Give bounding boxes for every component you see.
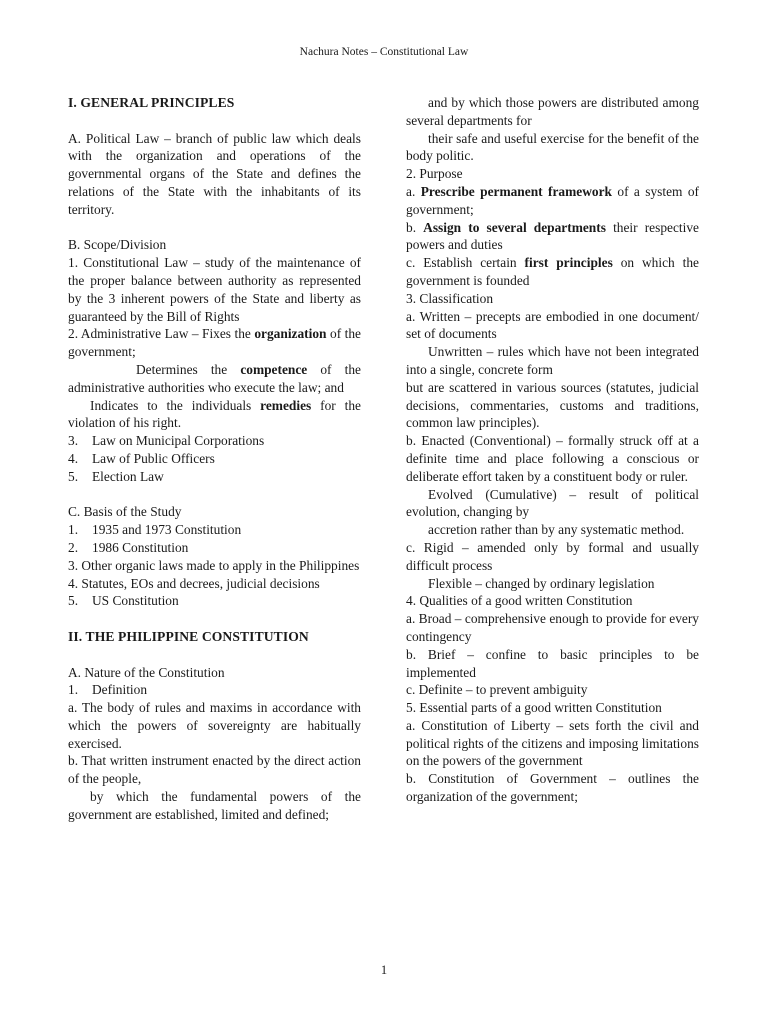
definition-b-continued: by which the fundamental powers of the government are established, limited and defined;	[68, 789, 361, 822]
other-organic-laws-item: 3. Other organic laws made to apply in the Philippines	[68, 557, 360, 573]
right-column	[406, 94, 699, 806]
classification-heading: 3. Classification	[406, 290, 494, 306]
classification-unwritten: Unwritten – rules which have not been integrated into a single, concrete form	[406, 344, 699, 377]
classification-evolved-continued: accretion rather than by any systematic method.	[428, 522, 685, 538]
administrative-law-item: 2. Administrative Law – Fixes the organization of the government;	[68, 326, 361, 360]
administrative-law-remedies: Indicates to the individuals remedies for the violation of his right.	[68, 397, 361, 431]
purpose-a: a. Prescribe permanent framework of a system of government;	[406, 183, 700, 217]
purpose-c: c. Establish certain first principles on which the government is founded	[406, 255, 699, 288]
statutes-item: 4. Statutes, EOs and decrees, judicial decisions	[68, 575, 320, 591]
us-constitution-item: 5. US Constitution	[68, 593, 179, 609]
classification-unwritten-continued: but are scattered in various sources (statutes, judicial decisions, commentaries, customs and traditions, common law principles).	[406, 379, 699, 431]
quality-brief: b. Brief – confine to basic principles to be implemented	[406, 646, 699, 680]
section-heading-general-principles: I. GENERAL PRINCIPLES	[68, 95, 235, 110]
list-item: 2. 1986 Constitution	[68, 539, 189, 555]
classification-rigid: c. Rigid – amended only by formal and usually difficult process	[406, 539, 699, 573]
classification-enacted: b. Enacted (Conventional) – formally struck off at a definite time and place following a conscious or deliberate effort taken by a constituent body or ruler.	[406, 433, 699, 484]
purpose-heading: 2. Purpose	[406, 166, 463, 182]
scope-division-heading: B. Scope/Division	[68, 237, 167, 253]
purpose-b: b. Assign to several departments their respective powers and duties	[406, 219, 699, 253]
quality-definite: c. Definite – to prevent ambiguity	[406, 682, 588, 698]
constitution-of-liberty: a. Constitution of Liberty – sets forth the civil and political rights of the citizens and imposing limitations on the powers of the government	[406, 717, 699, 769]
list-item: 3. Law on Municipal Corporations	[68, 433, 265, 449]
definition-continued: and by which those powers are distributed among several departments for	[406, 95, 699, 128]
list-item: 1. 1935 and 1973 Constitution	[68, 522, 242, 538]
basis-of-study-heading: C. Basis of the Study	[68, 504, 182, 520]
classification-flexible: Flexible – changed by ordinary legislation	[428, 575, 655, 591]
definition-b: b. That written instrument enacted by the direct action of the people,	[68, 753, 361, 787]
administrative-law-competence: Determines the competence of the administrative authorities who execute the law; and	[68, 361, 361, 395]
essential-parts-heading: 5. Essential parts of a good written Constitution	[406, 700, 662, 716]
list-item: 5. Election Law	[68, 468, 164, 484]
nature-of-constitution-heading: A. Nature of the Constitution	[68, 664, 225, 680]
classification-evolved: Evolved (Cumulative) – result of political evolution, changing by	[406, 486, 699, 520]
list-item: 4. Law of Public Officers	[68, 450, 215, 466]
constitutional-law-item: 1. Constitutional Law – study of the maintenance of the proper balance between authority as represented by the 3 inherent powers of the State and liberty as guaranteed by the Bill of Rights	[68, 255, 361, 324]
classification-written: a. Written – precepts are embodied in one document/ set of documents	[406, 308, 699, 342]
constitution-of-government: b. Constitution of Government – outlines the organization of the government;	[406, 771, 699, 805]
scope-list	[68, 432, 361, 485]
quality-broad: a. Broad – comprehensive enough to provide for every contingency	[406, 611, 699, 644]
page-number: 1	[380, 963, 388, 977]
definition-heading: 1. Definition	[68, 682, 148, 698]
running-header: Nachura Notes – Constitutional Law	[299, 46, 469, 58]
definition-continued-2: their safe and useful exercise for the benefit of the body politic.	[406, 130, 699, 164]
left-column	[68, 94, 361, 824]
qualities-heading: 4. Qualities of a good written Constitution	[406, 593, 633, 609]
section-heading-philippine-constitution: II. THE PHILIPPINE CONSTITUTION	[68, 628, 309, 644]
definition-a: a. The body of rules and maxims in accordance with which the powers of sovereignty are habitually exercised.	[68, 700, 361, 751]
political-law-definition: A. Political Law – branch of public law which deals with the organization and operations of the governmental organs of the State and defines the relations of the State with the inhabitants of its territory.	[68, 130, 361, 217]
